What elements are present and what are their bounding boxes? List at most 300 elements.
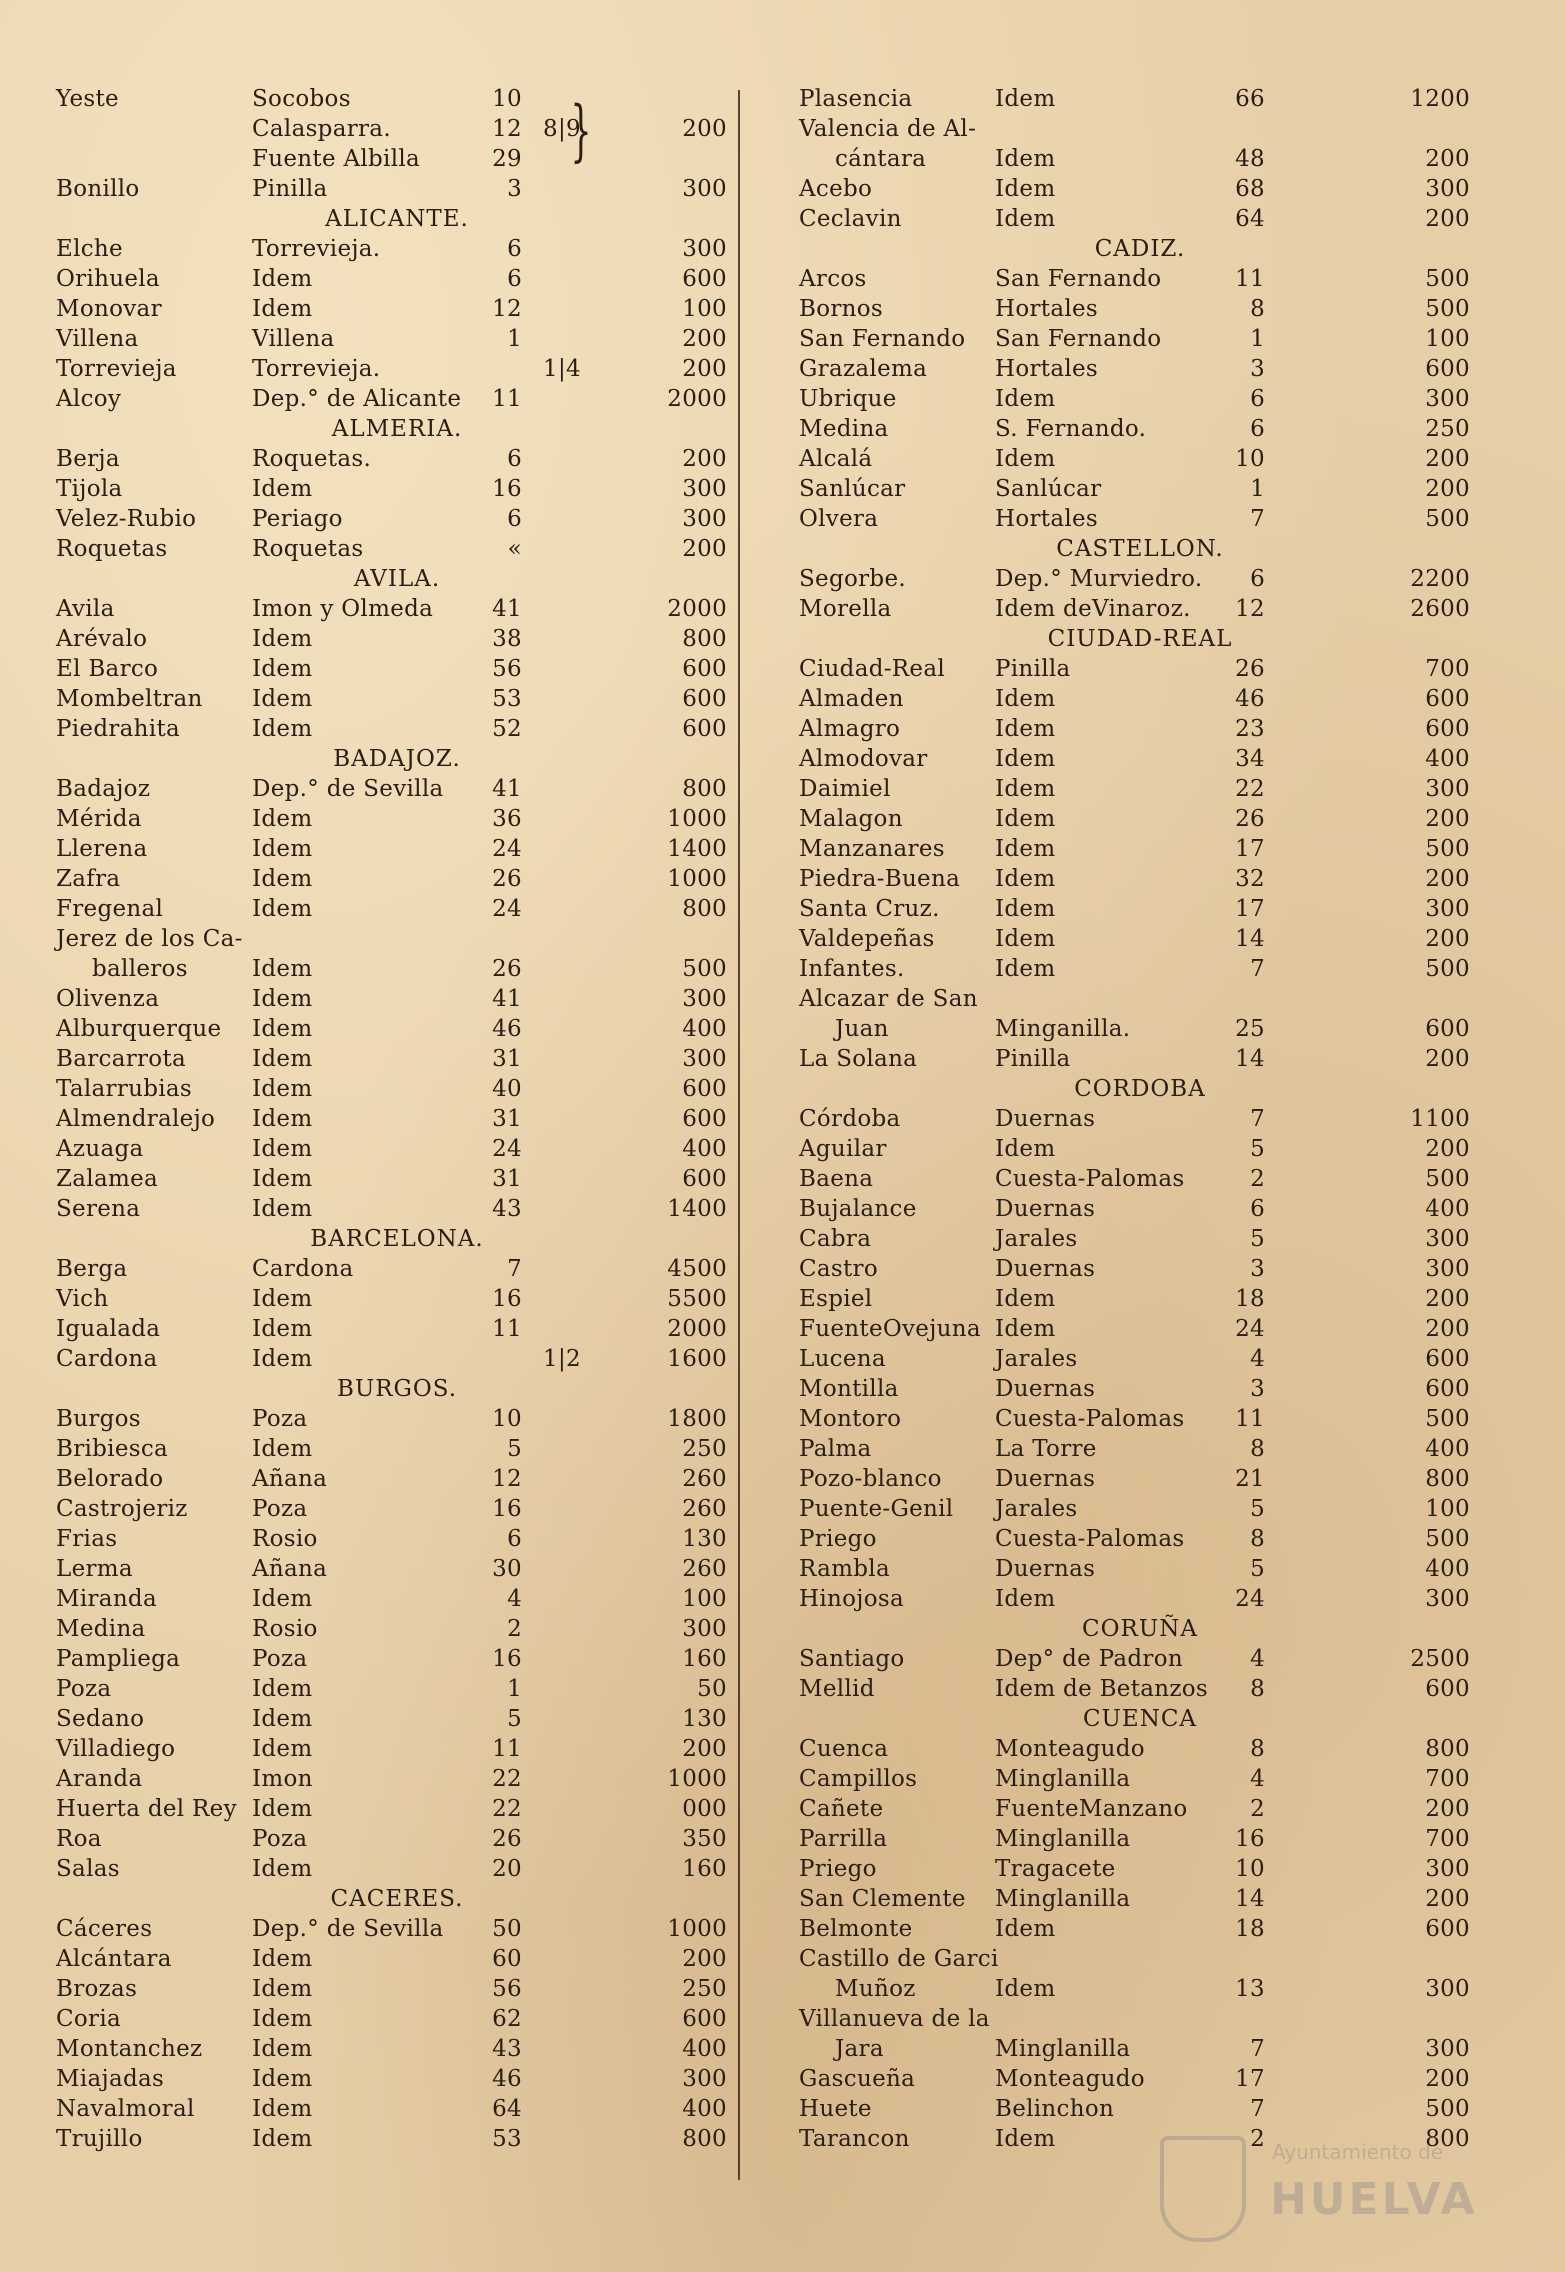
table-row	[795, 2064, 1485, 2094]
amount-value: 50	[697, 1676, 727, 1702]
distance-value: 34	[1235, 746, 1265, 772]
distance-value: 17	[1235, 836, 1265, 862]
table-row	[52, 1764, 742, 1794]
amount-value: 700	[1425, 1766, 1470, 1792]
amount-value: 500	[1425, 836, 1470, 862]
town-name: Ciudad-Real	[799, 656, 945, 682]
depot-name: Duernas	[995, 1106, 1096, 1132]
table-row	[52, 2064, 742, 2094]
column-divider	[738, 90, 740, 2180]
amount-value: 250	[682, 1436, 727, 1462]
town-name: Segorbe.	[799, 566, 906, 592]
distance-value: 43	[492, 2036, 522, 2062]
table-row	[795, 144, 1485, 174]
table-row	[795, 1494, 1485, 1524]
distance-value: 53	[492, 686, 522, 712]
depot-name: Añana	[252, 1556, 328, 1582]
distance-value: 41	[492, 596, 522, 622]
amount-value: 200	[1425, 2066, 1470, 2092]
table-row	[795, 1164, 1485, 1194]
amount-value: 300	[682, 2066, 727, 2092]
distance-value: 10	[492, 1406, 522, 1432]
table-row	[795, 954, 1485, 984]
distance-value: 26	[1235, 806, 1265, 832]
town-name: Morella	[799, 596, 892, 622]
distance-value: 31	[492, 1046, 522, 1072]
amount-value: 1400	[667, 836, 727, 862]
amount-value: 400	[682, 1136, 727, 1162]
town-name: Belmonte	[799, 1916, 913, 1942]
amount-value: 1400	[667, 1196, 727, 1222]
depot-name: Rosio	[252, 1526, 318, 1552]
table-row	[795, 1794, 1485, 1824]
table-row	[795, 1674, 1485, 1704]
table-row	[52, 1854, 742, 1884]
province-heading: CUENCA	[1082, 1706, 1198, 1732]
town-name: La Solana	[799, 1046, 918, 1072]
table-row	[52, 1164, 742, 1194]
table-row	[52, 894, 742, 924]
distance-value: 52	[492, 716, 522, 742]
town-name: Priego	[799, 1526, 877, 1552]
table-row	[52, 84, 742, 114]
table-row	[795, 1404, 1485, 1434]
amount-value: 1000	[667, 1916, 727, 1942]
watermark-caption: Ayuntamiento de	[1272, 2140, 1444, 2164]
amount-value: 800	[1425, 1466, 1470, 1492]
table-row	[52, 1104, 742, 1134]
amount-value: 300	[682, 986, 727, 1012]
amount-value: 500	[1425, 296, 1470, 322]
depot-name: Idem	[252, 986, 313, 1012]
amount-value: 400	[682, 2036, 727, 2062]
depot-name: Roquetas.	[252, 446, 372, 472]
distance-value: 20	[492, 1856, 522, 1882]
depot-name: Idem	[252, 656, 313, 682]
depot-name: Cuesta-Palomas	[995, 1406, 1185, 1432]
distance-value: 18	[1235, 1916, 1265, 1942]
distance-value: 4	[1250, 1346, 1265, 1372]
town-name: balleros	[92, 956, 188, 982]
depot-name: Torrevieja.	[252, 236, 381, 262]
amount-value: 500	[1425, 1406, 1470, 1432]
distance-value: 7	[1250, 956, 1265, 982]
depot-name: Fuente Albilla	[252, 146, 421, 172]
distance-value: 22	[492, 1766, 522, 1792]
town-name: Torrevieja	[56, 356, 177, 382]
amount-value: 600	[1425, 1916, 1470, 1942]
distance-value: 41	[492, 776, 522, 802]
amount-value: 300	[1425, 1586, 1470, 1612]
table-row	[795, 1734, 1485, 1764]
table-row	[52, 864, 742, 894]
town-name: Santiago	[799, 1646, 905, 1672]
town-name: Miranda	[56, 1586, 157, 1612]
table-row	[795, 1824, 1485, 1854]
amount-value: 600	[1425, 1376, 1470, 1402]
depot-name: Pinilla	[995, 1046, 1071, 1072]
town-name: Plasencia	[799, 86, 913, 112]
amount-value: 500	[682, 956, 727, 982]
town-name: Aguilar	[799, 1136, 887, 1162]
depot-name: La Torre	[995, 1436, 1097, 1462]
town-name: Igualada	[56, 1316, 161, 1342]
depot-name: Idem	[995, 2126, 1056, 2152]
town-name: Palma	[799, 1436, 872, 1462]
depot-name: Idem	[252, 1286, 313, 1312]
table-row	[52, 1464, 742, 1494]
table-row	[795, 2034, 1485, 2064]
amount-value: 300	[682, 476, 727, 502]
town-name: Salas	[56, 1856, 120, 1882]
table-row	[795, 2094, 1485, 2124]
town-name: Cañete	[799, 1796, 884, 1822]
amount-value: 500	[1425, 1166, 1470, 1192]
depot-name: Idem	[995, 1316, 1056, 1342]
table-row	[52, 354, 742, 384]
amount-value: 300	[1425, 1226, 1470, 1252]
depot-name: Idem	[995, 896, 1056, 922]
distance-value: 6	[1250, 566, 1265, 592]
distance-value: 12	[492, 296, 522, 322]
town-name: Medina	[56, 1616, 146, 1642]
depot-name: Minglanilla	[995, 1886, 1131, 1912]
distance-value: 48	[1235, 146, 1265, 172]
depot-name: Idem	[252, 806, 313, 832]
town-name: Belorado	[56, 1466, 164, 1492]
town-name: Jara	[835, 2036, 884, 2062]
town-name: Poza	[56, 1676, 112, 1702]
distance-value: 7	[1250, 2096, 1265, 2122]
depot-name: Idem	[995, 686, 1056, 712]
depot-name: Idem	[995, 836, 1056, 862]
distance-value: 38	[492, 626, 522, 652]
amount-value: 600	[682, 716, 727, 742]
town-name: Bribiesca	[56, 1436, 169, 1462]
distance-value: 8	[1250, 296, 1265, 322]
depot-name: Idem	[252, 2066, 313, 2092]
amount-value: 600	[682, 1076, 727, 1102]
amount-value: 250	[682, 1976, 727, 2002]
distance-value: 1	[1250, 326, 1265, 352]
distance-value: 1	[507, 326, 522, 352]
distance-value: 14	[1235, 1886, 1265, 1912]
town-name: Berga	[56, 1256, 128, 1282]
province-heading: BARCELONA.	[310, 1226, 484, 1252]
amount-value: 200	[1425, 1136, 1470, 1162]
town-name: El Barco	[56, 656, 159, 682]
table-row	[795, 114, 1485, 144]
depot-name: Idem	[995, 926, 1056, 952]
town-name: Miajadas	[56, 2066, 165, 2092]
amount-value: 130	[682, 1706, 727, 1732]
amount-value: 200	[682, 536, 727, 562]
table-row	[795, 1584, 1485, 1614]
town-name: Ubrique	[799, 386, 897, 412]
distance-value: 14	[1235, 926, 1265, 952]
amount-value: 600	[1425, 1346, 1470, 1372]
town-name: Arévalo	[56, 626, 148, 652]
table-row	[52, 1824, 742, 1854]
table-row	[52, 834, 742, 864]
table-row	[795, 1014, 1485, 1044]
depot-name: Imon	[252, 1766, 313, 1792]
distance-value: 5	[1250, 1226, 1265, 1252]
distance-value: 7	[1250, 506, 1265, 532]
depot-name: Cardona	[252, 1256, 354, 1282]
table-row	[52, 504, 742, 534]
distance-value: 8	[1250, 1526, 1265, 1552]
depot-name: Idem	[252, 2006, 313, 2032]
amount-value: 160	[682, 1646, 727, 1672]
amount-value: 300	[682, 1616, 727, 1642]
town-name: Villadiego	[56, 1736, 176, 1762]
depot-name: Poza	[252, 1406, 308, 1432]
town-name: Mérida	[56, 806, 142, 832]
table-row	[795, 1464, 1485, 1494]
distance-value: 17	[1235, 2066, 1265, 2092]
table-row	[795, 744, 1485, 774]
town-name: Mombeltran	[56, 686, 203, 712]
left-column	[52, 84, 742, 2154]
depot-name: Dep.° de Sevilla	[252, 1916, 444, 1942]
amount-value: 200	[682, 326, 727, 352]
town-name: Santa Cruz.	[799, 896, 940, 922]
town-name: Coria	[56, 2006, 122, 2032]
province-heading: AVILA.	[353, 566, 441, 592]
table-row	[52, 1614, 742, 1644]
town-name: Monovar	[56, 296, 162, 322]
table-row	[795, 504, 1485, 534]
distance-value: 7	[507, 1256, 522, 1282]
distance-value: 3	[1250, 1376, 1265, 1402]
depot-name: Poza	[252, 1826, 308, 1852]
amount-value: 2200	[1410, 566, 1470, 592]
amount-value: 200	[682, 1946, 727, 1972]
town-name: Trujillo	[56, 2126, 143, 2152]
depot-name: Idem	[252, 1856, 313, 1882]
table-row	[52, 1524, 742, 1554]
depot-name: Idem	[995, 386, 1056, 412]
distance-value: 11	[1235, 1406, 1265, 1432]
town-name: Piedrahita	[56, 716, 180, 742]
depot-name: Hortales	[995, 356, 1099, 382]
depot-name: Idem	[252, 1016, 313, 1042]
table-row	[52, 1734, 742, 1764]
amount-value: 2000	[667, 1316, 727, 1342]
depot-name: Jarales	[995, 1346, 1078, 1372]
town-name: Espiel	[799, 1286, 873, 1312]
distance-value: 5	[1250, 1496, 1265, 1522]
depot-name: Roquetas	[252, 536, 364, 562]
table-row	[52, 144, 742, 174]
town-name: Castro	[799, 1256, 878, 1282]
distance-value: 4	[507, 1586, 522, 1612]
town-name: Montilla	[799, 1376, 899, 1402]
table-row	[795, 1884, 1485, 1914]
town-name: Puente-Genil	[799, 1496, 954, 1522]
depot-name: Idem	[252, 1706, 313, 1732]
amount-value: 200	[1425, 1886, 1470, 1912]
amount-value: 1200	[1410, 86, 1470, 112]
table-row	[795, 1134, 1485, 1164]
distance-value: 10	[1235, 446, 1265, 472]
distance-value: 56	[492, 656, 522, 682]
distance-value: 6	[507, 266, 522, 292]
town-name: Berja	[56, 446, 120, 472]
distance-value: 46	[492, 1016, 522, 1042]
table-row	[52, 984, 742, 1014]
depot-name: Poza	[252, 1646, 308, 1672]
town-name: Ceclavin	[799, 206, 902, 232]
distance-value: 16	[492, 1646, 522, 1672]
distance-value: 7	[1250, 1106, 1265, 1132]
depot-name: Villena	[252, 326, 335, 352]
depot-name: Idem	[995, 776, 1056, 802]
depot-name: Idem	[252, 266, 313, 292]
table-row	[52, 324, 742, 354]
depot-name: Idem	[252, 1676, 313, 1702]
depot-name: Duernas	[995, 1556, 1096, 1582]
town-name: Alburquerque	[56, 1016, 222, 1042]
amount-value: 100	[1425, 1496, 1470, 1522]
table-row	[795, 1194, 1485, 1224]
province-heading: BURGOS.	[336, 1376, 458, 1402]
depot-name: Cuesta-Palomas	[995, 1526, 1185, 1552]
distance-value: 31	[492, 1166, 522, 1192]
distance-value: 22	[1235, 776, 1265, 802]
table-row	[52, 1134, 742, 1164]
town-name: Grazalema	[799, 356, 928, 382]
town-name: Azuaga	[56, 1136, 144, 1162]
town-name: Velez-Rubio	[56, 506, 197, 532]
town-name: Piedra-Buena	[799, 866, 961, 892]
depot-name: Torrevieja.	[252, 356, 381, 382]
amount-value: 1600	[667, 1346, 727, 1372]
distance-value: 66	[1235, 86, 1265, 112]
table-row	[52, 1494, 742, 1524]
depot-name: Idem	[252, 1976, 313, 2002]
distance-value: 16	[1235, 1826, 1265, 1852]
town-name: Avila	[56, 596, 115, 622]
town-name: Burgos	[56, 1406, 141, 1432]
town-name: Arcos	[799, 266, 867, 292]
amount-value: 800	[1425, 1736, 1470, 1762]
depot-name: Idem	[252, 2126, 313, 2152]
amount-value: 200	[682, 446, 727, 472]
depot-name: Idem	[995, 1916, 1056, 1942]
depot-name: Duernas	[995, 1256, 1096, 1282]
province-heading: CORUÑA	[1082, 1616, 1198, 1642]
depot-name: Duernas	[995, 1196, 1096, 1222]
table-row	[795, 1314, 1485, 1344]
table-row	[795, 1284, 1485, 1314]
table-row	[795, 924, 1485, 954]
depot-name: Idem	[995, 1976, 1056, 2002]
province-heading: CIUDAD-REAL	[1047, 626, 1233, 652]
amount-value: 200	[1425, 806, 1470, 832]
amount-value: 300	[682, 176, 727, 202]
amount-value: 300	[682, 506, 727, 532]
depot-name: Idem	[995, 716, 1056, 742]
amount-value: 1000	[667, 1766, 727, 1792]
table-row	[52, 1014, 742, 1044]
depot-name: Duernas	[995, 1466, 1096, 1492]
depot-name: Tragacete	[995, 1856, 1116, 1882]
depot-name: Idem	[252, 1106, 313, 1132]
town-name: Castrojeriz	[56, 1496, 188, 1522]
distance-value: 1	[1250, 476, 1265, 502]
amount-value: 800	[682, 776, 727, 802]
depot-name: Rosio	[252, 1616, 318, 1642]
table-row	[52, 1794, 742, 1824]
depot-name: Minganilla.	[995, 1016, 1131, 1042]
depot-name: Idem	[252, 1586, 313, 1612]
distance-value: 25	[1235, 1016, 1265, 1042]
table-row	[795, 174, 1485, 204]
table-row	[795, 1974, 1485, 2004]
amount-value: 600	[682, 1166, 727, 1192]
distance-value: 10	[1235, 1856, 1265, 1882]
depot-name: Idem	[252, 836, 313, 862]
town-name: Alcántara	[56, 1946, 172, 1972]
depot-name: Idem	[252, 956, 313, 982]
table-row	[52, 444, 742, 474]
depot-name: Idem	[252, 1166, 313, 1192]
amount-value: 1800	[667, 1406, 727, 1432]
town-name: Alcoy	[56, 386, 122, 412]
depot-name: Idem	[995, 146, 1056, 172]
town-name: Infantes.	[799, 956, 905, 982]
table-row	[52, 1914, 742, 1944]
depot-name: Idem	[995, 446, 1056, 472]
amount-value: 300	[682, 1046, 727, 1072]
depot-name: San Fernando	[995, 266, 1162, 292]
amount-value: 200	[1425, 926, 1470, 952]
amount-value: 800	[682, 2126, 727, 2152]
distance-value: 24	[1235, 1586, 1265, 1612]
distance-value: 6	[1250, 416, 1265, 442]
depot-name: Idem	[252, 1346, 313, 1372]
table-row	[52, 1584, 742, 1614]
town-name: Castillo de Garci	[799, 1946, 999, 1972]
town-name: Valencia de Al-	[799, 116, 977, 142]
town-name: Córdoba	[799, 1106, 901, 1132]
town-name: Hinojosa	[799, 1586, 904, 1612]
amount-value: 260	[682, 1466, 727, 1492]
distance-value: 6	[1250, 386, 1265, 412]
town-name: Mellid	[799, 1676, 875, 1702]
amount-value: 200	[1425, 1286, 1470, 1312]
town-name: Vich	[56, 1286, 109, 1312]
town-name: Valdepeñas	[799, 926, 935, 952]
distance-value: 12	[492, 116, 522, 142]
town-name: Cuenca	[799, 1736, 889, 1762]
distance-value: 24	[1235, 1316, 1265, 1342]
distance-value: 2	[507, 1616, 522, 1642]
town-name: Rambla	[799, 1556, 890, 1582]
depot-name: Idem deVinaroz.	[995, 596, 1191, 622]
town-name: Manzanares	[799, 836, 945, 862]
table-row	[795, 1104, 1485, 1134]
amount-value: 350	[682, 1826, 727, 1852]
depot-name: San Fernando	[995, 326, 1162, 352]
table-row	[795, 1854, 1485, 1884]
distance-value: 2	[1250, 1796, 1265, 1822]
amount-value: 400	[1425, 746, 1470, 772]
amount-value: 400	[682, 1016, 727, 1042]
depot-name: Dep° de Padron	[995, 1646, 1183, 1672]
